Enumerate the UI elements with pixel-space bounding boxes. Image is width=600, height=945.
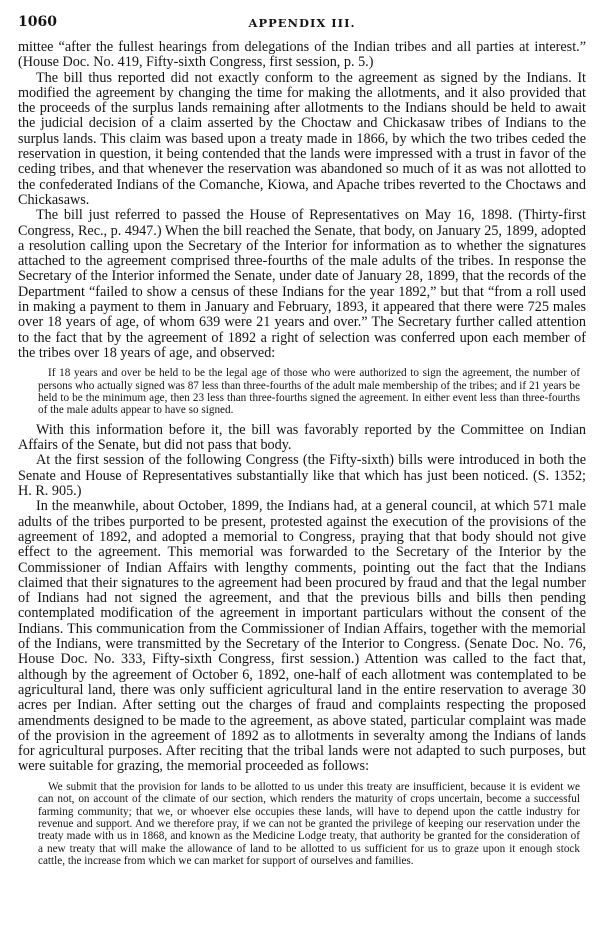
page-number: 1060: [18, 14, 57, 30]
block-quote-secretary: If 18 years and over be held to be the legal age of those who were authorized to sign the agreement, the number of persons who actually signed was 87 less than three-fourths of the adult male membership of the tribes; and if 21 years be held to be the minimum age, then 23 less than three-fourths signed the agreement. In either event less than three-fourths of the male adults appear to have so signed.: [38, 367, 580, 417]
paragraph-committee-report: With this information before it, the bill was favorably reported by the Committee on Indian Affairs of the Senate, but did not pass that body.: [18, 421, 586, 454]
body-text: [18, 40, 586, 868]
block-quote-memorial: We submit that the provision for lands to be allotted to us under this treaty are insufficient, because it is evident we can not, on account of the climate of our section, which renders the maturity of crops uncertain, become a successful farming community; that we, or whoever else occupies these lands, will have to depend upon the cattle industry for revenue and support. And we therefore pray, if we can not be granted the privilege of keeping our reservation under the treaty made with us in 1868, and known as the Medicine Lodge treaty, that authority be granted for the consideration of a new treaty that will make the allowance of land to be allotted to us sufficient for us to graze upon it enough stock cattle, the increase from which we can market for support of ourselves and families.: [38, 780, 580, 868]
paragraph-bill-reported: The bill thus reported did not exactly conform to the agreement as signed by the Indians. It modified the agreement by changing the time for making the allotments, and it also provided that the proceeds of the surplus lands remaining after allotments to the Indians should be held to await the judicial decision of a claim asserted by the Choctaw and Chickasaw tribes of Indians to the surplus lands. This claim was based upon a treaty made in 1866, by which the two tribes ceded the reservation in question, it being contended that the lands were impressed with a trust in favor of the ceding tribes, and that whenever the reservation was abandoned so much of it as was not allotted to the confederated Indians of the Comanche, Kiowa, and Apache tribes reverted to the Choctaws and Chickasaws.: [18, 69, 586, 208]
running-head: APPENDIX III.: [248, 16, 356, 30]
page-header: [18, 14, 586, 40]
paragraph-bill-passed-house: The bill just referred to passed the House of Representatives on May 16, 1898. (Thirty-first Congress, Rec., p. 4947.) When the bill reached the Senate, that body, on January 25, 1899, adopted a resolution calling upon the Secretary of the Interior for information as to whether the signatures attached to the agreement comprised three-fourths of the male adults of the tribes. In response the Secretary of the Interior informed the Senate, under date of January 28, 1899, that the records of the Department “failed to show a census of these Indians for the year 1892,” but that “from a roll used in making a payment to them in January and February, 1893, it appeared that there were 725 males over 18 years of age, of whom 639 were 21 years and over.” The Secretary further called attention to the fact that by the agreement of 1892 a right of selection was conferred upon each member of the tribes over 18 years of age, and observed:: [18, 207, 586, 361]
paragraph-general-council: In the meanwhile, about October, 1899, the Indians had, at a general council, at which 571 male adults of the tribes purported to be present, protested against the execution of the provisions of the agreement of 1892, and adopted a memorial to Congress, praying that that body should not give effect to the agreement. This memorial was forwarded to the Secretary of the Interior by the Commissioner of Indian Affairs with lengthy comments, pointing out the fact that the Indians claimed that their signatures to the agreement had been procured by fraud and that the legal number of Indians had not signed the agreement, and that the previous bills and bills then pending contemplated modification of the agreement in important particulars without the consent of the Indians. This communication from the Commissioner of Indian Affairs, together with the memorial of the Indians, were transmitted by the Secretary of the Interior to Congress. (Senate Doc. No. 76, House Doc. No. 333, Fifty-sixth Congress, first session.) Attention was called to the fact that, although by the agreement of October 6, 1892, one-half of each allotment was contemplated to be agricultural land, there was only sufficient agricultural land in the entire reservation to average 30 acres per Indian. After setting out the charges of fraud and complaints respecting the proposed amendments designed to be made to the agreement, as above stated, particular complaint was made of the provision in the agreement of 1892 as to allotments in severalty among the Indians of lands for agricultural purposes. After reciting that the tribal lands were not adapted to such purposes, but were suitable for grazing, the memorial proceeded as follows:: [18, 498, 586, 775]
paragraph-fifty-sixth-congress: At the first session of the following Congress (the Fifty-sixth) bills were introduced in both the Senate and House of Representatives substantially like that which has just been noticed. (S. 1352; H. R. 905.): [18, 452, 586, 500]
paragraph-continuation: mittee “after the fullest hearings from delegations of the Indian tribes and all parties at interest.” (House Doc. No. 419, Fifty-sixth Congress, first session, p. 5.): [18, 39, 586, 71]
